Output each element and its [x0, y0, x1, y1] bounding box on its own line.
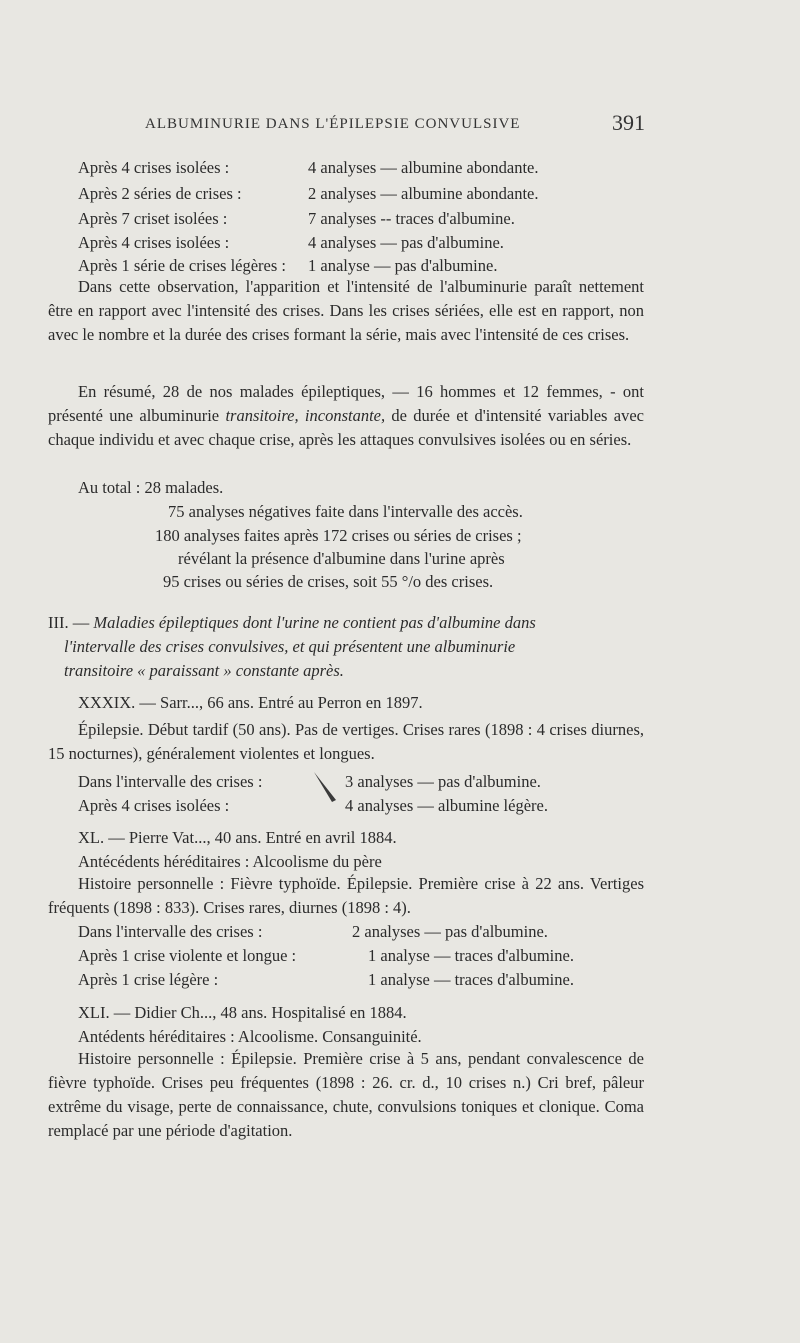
obs40-title: XL. — Pierre Vat..., 40 ans. Entré en avril 1884. — [78, 828, 397, 847]
obs40-right-2: 1 analyse — traces d'albumine. — [368, 946, 574, 965]
obs39-right-1: 3 analyses — pas d'albumine. — [345, 772, 541, 791]
paragraph-resume — [48, 380, 644, 452]
table1-left-2: Après 2 séries de crises : — [78, 184, 242, 203]
table1-right-1: 4 analyses — albumine abondante. — [308, 158, 539, 177]
resume-text-end: de durée et d'intensité variables avec chaque individu et avec chaque crise, après les attaques convulsives isolées ou en séries. — [48, 406, 644, 449]
table1-left-4: Après 4 crises isolées : — [78, 233, 230, 252]
table1-left-5: Après 1 série de crises légères : — [78, 256, 286, 275]
table1-right-2: 2 analyses — albumine abondante. — [308, 184, 539, 203]
obs41-text: Histoire personnelle : Épilepsie. Première crise à 5 ans, pendant convalescence de fièvre typhoïde. Crises peu fréquentes (1898 : 26. cr. d., 10 crises n.) Cri bref, pâleur extrême du visage, perte de connaissance, chute, convulsions toniques et clonique. Coma remplacé par une période d'agitation. — [48, 1049, 644, 1140]
obs39-right-2: 4 analyses — albumine légère. — [345, 796, 548, 815]
obs40-antecedents: Antécédents héréditaires : Alcoolisme du père — [78, 852, 382, 871]
ink-mark-icon — [312, 770, 338, 804]
table1-right-5: 1 analyse — pas d'albumine. — [308, 256, 498, 275]
resume-text-start: En résumé, 28 de nos malades épileptiques, — 16 hommes et 12 femmes, - ont présenté une albuminurie — [48, 382, 644, 425]
resume-italic: transitoire, inconstante, — [225, 406, 386, 425]
obs39-left-2: Après 4 crises isolées : — [78, 796, 230, 815]
obs41-title: XLI. — Didier Ch..., 48 ans. Hospitalisé en 1884. — [78, 1003, 407, 1022]
obs39-text: Épilepsie. Début tardif (50 ans). Pas de vertiges. Crises rares (1898 : 4 crises diurnes, 15 nocturnes), généralement violentes et longues. — [48, 720, 644, 763]
table1-left-1: Après 4 crises isolées : — [78, 158, 230, 177]
obs40-right-3: 1 analyse — traces d'albumine. — [368, 970, 574, 989]
totals-line-4: 95 crises ou séries de crises, soit 55 °/o des crises. — [163, 572, 494, 591]
obs40-left-1: Dans l'intervalle des crises : — [78, 922, 263, 941]
section3-heading-3: transitoire « paraissant » constante après. — [64, 661, 344, 680]
obs40-left-3: Après 1 crise légère : — [78, 970, 219, 989]
obs40-right-1: 2 analyses — pas d'albumine. — [352, 922, 548, 941]
obs39-left-1: Dans l'intervalle des crises : — [78, 772, 263, 791]
table1-right-4: 4 analyses — pas d'albumine. — [308, 233, 504, 252]
obs40-text: Histoire personnelle : Fièvre typhoïde. Épilepsie. Première crise à 22 ans. Vertiges fréquents (1898 : 833). Crises rares, diurnes (1898 : 4). — [48, 874, 644, 917]
section3-heading-1 — [48, 613, 536, 633]
totals-line-1: 75 analyses négatives faite dans l'intervalle des accès. — [168, 502, 523, 521]
section3-number: III. — — [48, 613, 94, 632]
section3-text-1: Maladies épileptiques dont l'urine ne contient pas d'albumine dans — [93, 613, 536, 632]
section3-heading-2: l'intervalle des crises convulsives, et qui présentent une albuminurie — [64, 637, 516, 656]
totals-line-2: 180 analyses faites après 172 crises ou séries de crises ; — [155, 526, 522, 545]
running-header: ALBUMINURIE DANS L'ÉPILEPSIE CONVULSIVE — [145, 116, 521, 132]
obs41-antecedents: Antédents héréditaires : Alcoolisme. Consanguinité. — [78, 1027, 422, 1046]
paragraph-observation: Dans cette observation, l'apparition et l'intensité de l'albuminurie paraît nettement être en rapport avec l'intensité des crises. Dans les crises sériées, elle est en rapport, non avec le nombre et la durée des crises formant la série, mais avec l'intensité de ces crises. — [48, 277, 644, 344]
obs39-title: XXXIX. — Sarr..., 66 ans. Entré au Perron en 1897. — [78, 693, 423, 712]
totals-line-3: révélant la présence d'albumine dans l'urine après — [178, 549, 505, 568]
page-number: 391 — [612, 110, 645, 135]
total-line: Au total : 28 malades. — [78, 478, 224, 497]
obs40-left-2: Après 1 crise violente et longue : — [78, 946, 297, 965]
table1-right-3: 7 analyses -- traces d'albumine. — [308, 209, 515, 228]
table1-left-3: Après 7 criset isolées : — [78, 209, 228, 228]
